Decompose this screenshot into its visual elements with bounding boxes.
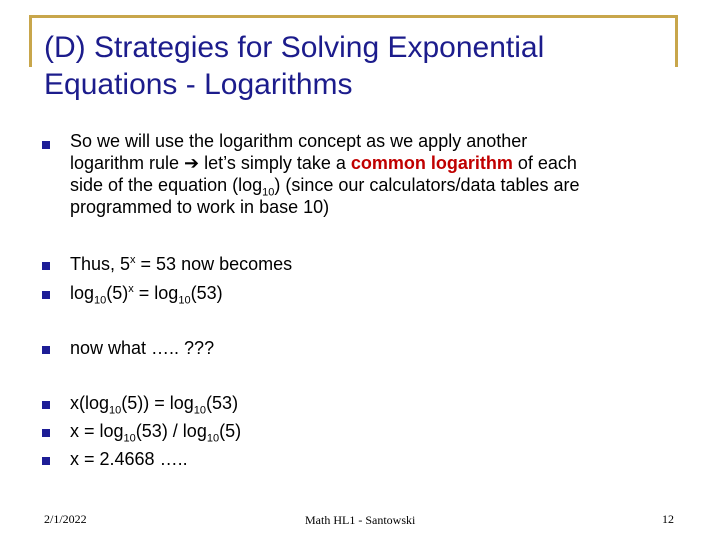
- p1-line-4: programmed to work in base 10): [70, 197, 330, 217]
- p3-text: (53): [190, 283, 223, 303]
- p1-text: logarithm rule: [70, 153, 185, 173]
- slide-title: [44, 29, 664, 103]
- bullet-marker: [42, 401, 50, 409]
- subscript: 10: [123, 432, 136, 445]
- bullet-marker: [42, 429, 50, 437]
- p3-text: (5): [106, 283, 129, 303]
- p6-text: (53) / log: [135, 421, 207, 441]
- p3-text: = log: [133, 283, 179, 303]
- bullet-paragraph-4: now what ….. ???: [70, 338, 215, 358]
- p5-text: x(log: [70, 393, 110, 413]
- subscript: 10: [109, 404, 122, 417]
- p1-line-3: [70, 174, 580, 199]
- superscript: x: [128, 283, 134, 295]
- arrow-icon: ➔: [184, 153, 200, 173]
- bullet-marker: [42, 291, 50, 299]
- p5-text: (5)) = log: [121, 393, 194, 413]
- p6-text: x = log: [70, 421, 124, 441]
- subscript: 10: [206, 432, 220, 445]
- bullet-paragraph-5: [70, 392, 239, 417]
- p2-text: Thus, 5: [70, 254, 131, 274]
- p1-text: let’s simply take a: [199, 153, 351, 173]
- frame-right-rule: [675, 15, 678, 67]
- subscript: 10: [94, 294, 107, 307]
- bullet-marker: [42, 346, 50, 354]
- title-line-2: Equations - Logarithms: [44, 68, 353, 101]
- p1-text: of each: [512, 153, 577, 173]
- subscript: 10: [178, 294, 191, 307]
- bullet-marker: [42, 141, 50, 149]
- p3-text: log: [70, 283, 95, 303]
- bullet-paragraph-3: [70, 282, 223, 307]
- subscript: 10: [262, 186, 275, 199]
- bullet-marker: [42, 262, 50, 270]
- frame-top-rule: [29, 15, 678, 18]
- page-number: 12: [662, 512, 674, 526]
- subscript: 10: [193, 404, 207, 417]
- bullet-paragraph-1: [70, 130, 580, 218]
- footer-date: 2/1/2022: [44, 512, 87, 526]
- bullet-marker: [42, 457, 50, 465]
- p6-text: (5): [219, 421, 242, 441]
- p1-line-1: So we will use the logarithm concept as we apply another: [70, 131, 528, 151]
- common-logarithm-emphasis: common logarithm: [350, 153, 513, 173]
- frame-left-rule: [29, 15, 32, 67]
- title-line-1: (D) Strategies for Solving Exponential: [44, 31, 545, 64]
- bullet-paragraph-2: [70, 253, 292, 275]
- bullet-paragraph-7: x = 2.4668 …..: [70, 449, 188, 469]
- p1-text: side of the equation (log: [70, 175, 263, 195]
- superscript: x: [130, 254, 136, 266]
- p1-text: ) (since our calculators/data tables are: [274, 175, 580, 195]
- p2-text: = 53 now becomes: [135, 254, 293, 274]
- p1-line-2: [70, 152, 580, 174]
- bullet-paragraph-6: [70, 420, 242, 445]
- p5-text: (53): [206, 393, 239, 413]
- footer-title: Math HL1 - Santowski: [305, 513, 416, 527]
